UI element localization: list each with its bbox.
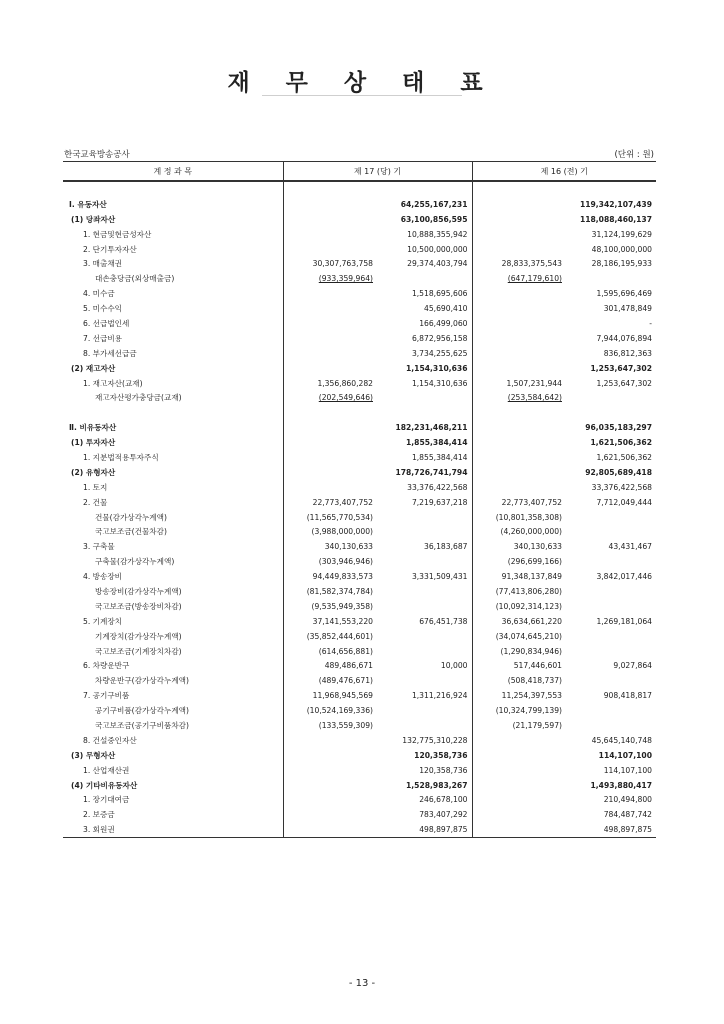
table-row [63, 465, 656, 480]
account-name: 7. 선급비용 [83, 333, 123, 343]
period16-amount [566, 510, 656, 525]
period16-amount: 1,621,506,362 [596, 452, 652, 462]
account-name: 3. 회원권 [63, 822, 283, 837]
spacer-cell [63, 405, 283, 420]
period16-amount: 33,376,422,568 [591, 482, 652, 492]
period16-detail: 36,634,661,220 [472, 614, 566, 629]
spacer-cell [566, 405, 656, 420]
period16-detail [472, 748, 566, 763]
period16-amount: 96,035,183,297 [585, 423, 652, 433]
period16-detail [472, 450, 566, 465]
table-row [63, 286, 656, 301]
account-name: (2) 재고자산 [71, 363, 116, 373]
account-name: 1. 산업재산권 [83, 765, 130, 775]
period17-amount [377, 673, 472, 688]
period17-detail: (9,535,949,358) [283, 599, 377, 614]
period17-amount [377, 629, 472, 644]
period17-amount: 10,000 [440, 661, 468, 671]
period16-amount [566, 629, 656, 644]
period16-amount [566, 703, 656, 718]
period16-amount: 114,107,100 [603, 765, 652, 775]
account-name: 1. 장기대여금 [83, 795, 130, 805]
title-underline [262, 95, 462, 96]
period16-amount: 1,253,647,302 [596, 378, 652, 388]
period17-detail: 94,449,833,573 [283, 569, 377, 584]
period16-amount [566, 599, 656, 614]
period16-detail [472, 316, 566, 331]
period16-detail [472, 242, 566, 257]
account-name: 구축물(감가상각누계액) [95, 557, 175, 567]
table-row [63, 181, 656, 197]
table-row [63, 703, 656, 718]
period16-amount: 43,431,467 [608, 542, 652, 552]
period16-detail: (647,179,610) [472, 271, 566, 286]
table-row [63, 539, 656, 554]
page-title: 재 무 상 태 표 [227, 70, 497, 96]
period17-detail [283, 242, 377, 257]
table-row [63, 659, 656, 674]
header-account: 계 정 과 목 [63, 162, 283, 182]
table-row [63, 688, 656, 703]
unit-label: (단위 : 원) [614, 150, 654, 160]
period17-detail: 340,130,633 [283, 539, 377, 554]
period16-detail [472, 301, 566, 316]
period17-detail [283, 435, 377, 450]
account-name: 1. 현금및현금성자산 [83, 229, 152, 239]
period17-detail: (10,524,169,336) [283, 703, 377, 718]
period17-amount: 498,897,875 [377, 822, 472, 837]
account-name: Ⅱ. 비유동자산 [69, 423, 117, 433]
account-name: 차량운반구(감가상각누계액) [95, 676, 189, 686]
period16-amount: 1,621,506,362 [590, 438, 652, 448]
period16-detail: 28,833,375,543 [472, 256, 566, 271]
account-name: 8. 건설중인자산 [83, 735, 137, 745]
table-row [63, 301, 656, 316]
period16-amount [566, 524, 656, 539]
account-name: 재고자산평가충당금(교재) [95, 393, 182, 403]
account-name: (3) 무형자산 [71, 750, 116, 760]
period16-detail: 340,130,633 [472, 539, 566, 554]
period17-detail [283, 450, 377, 465]
period16-amount: 31,124,199,629 [591, 229, 652, 239]
account-name: 국고보조금(공기구비품차감) [95, 721, 189, 730]
period16-amount: 28,186,195,933 [591, 259, 652, 269]
table-row [63, 256, 656, 271]
account-name: 3. 매출채권 [83, 259, 123, 269]
organization-name: 한국교육방송공사 [64, 150, 130, 160]
period16-detail [472, 361, 566, 376]
period17-detail [283, 316, 377, 331]
page-number: - 13 - [348, 978, 376, 989]
table-row [63, 376, 656, 391]
table-body [63, 181, 656, 838]
account-name: 공기구비품(감가상각누계액) [95, 706, 189, 716]
account-name: Ⅰ. 유동자산 [69, 199, 107, 209]
period17-amount: 7,219,637,218 [411, 497, 468, 507]
period17-detail [283, 807, 377, 822]
period17-amount: 1,154,310,636 [406, 363, 468, 373]
period17-amount [377, 718, 472, 733]
period16-detail [472, 763, 566, 778]
table-row [63, 763, 656, 778]
table-row [63, 435, 656, 450]
period16-detail: 1,507,231,944 [472, 376, 566, 391]
account-name: 1. 재고자산(교재) [83, 378, 143, 388]
account-name: 3. 구축물 [83, 542, 115, 552]
account-name: (1) 투자자산 [71, 438, 116, 448]
period16-detail [472, 733, 566, 748]
period17-detail [283, 331, 377, 346]
period17-detail: (3,988,000,000) [283, 524, 377, 539]
table-row [63, 271, 656, 286]
period17-amount: 36,183,687 [424, 542, 468, 552]
account-name: 7. 공기구비품 [83, 691, 130, 701]
period17-amount: 45,690,410 [424, 304, 468, 314]
period17-amount: 10,500,000,000 [407, 244, 468, 254]
table-row [63, 316, 656, 331]
period17-detail [283, 197, 377, 212]
period17-detail [283, 480, 377, 495]
period16-detail [472, 807, 566, 822]
account-name: 6. 선급법인세 [83, 318, 130, 328]
period17-amount [377, 703, 472, 718]
spacer-cell [472, 405, 566, 420]
table-row [63, 554, 656, 569]
period17-detail [283, 361, 377, 376]
period16-detail: (10,324,799,139) [472, 703, 566, 718]
period17-detail [283, 301, 377, 316]
period17-amount [377, 599, 472, 614]
period16-detail [472, 435, 566, 450]
period16-detail: (34,074,645,210) [472, 629, 566, 644]
account-name: 국고보조금(방송장비차감) [95, 601, 182, 611]
period17-amount: 178,726,741,794 [395, 467, 468, 477]
period17-detail: 11,968,945,569 [283, 688, 377, 703]
period17-detail: (11,565,770,534) [283, 510, 377, 525]
period17-detail: 37,141,553,220 [283, 614, 377, 629]
spacer-cell [472, 181, 566, 197]
period17-amount: 3,331,509,431 [411, 572, 468, 582]
period17-amount [377, 554, 472, 569]
period17-amount: 1,311,216,924 [411, 691, 468, 701]
period17-detail [283, 793, 377, 808]
period17-amount: 182,231,468,211 [395, 423, 468, 433]
period16-detail: (296,699,166) [472, 554, 566, 569]
period16-detail [472, 480, 566, 495]
table-row [63, 673, 656, 688]
period16-amount [566, 718, 656, 733]
period16-amount: 301,478,849 [603, 304, 652, 314]
account-name: 4. 미수금 [83, 289, 115, 299]
account-name: 방송장비(감가상각누계액) [95, 586, 182, 596]
period16-amount: 9,027,864 [613, 661, 652, 671]
header-period-17: 제 17 (당) 기 [283, 162, 472, 182]
period17-detail [283, 733, 377, 748]
period16-amount [566, 644, 656, 659]
period16-detail: 517,446,601 [472, 659, 566, 674]
period17-amount: 166,499,060 [419, 318, 468, 328]
period16-amount: 3,842,017,446 [596, 572, 652, 582]
period16-detail: 22,773,407,752 [472, 495, 566, 510]
period17-detail [283, 778, 377, 793]
period17-detail [283, 420, 377, 435]
period16-amount: 45,645,140,748 [591, 735, 652, 745]
period16-detail [472, 822, 566, 837]
period17-amount: 120,358,736 [419, 765, 468, 775]
spacer-cell [283, 181, 377, 197]
period16-detail: (508,418,737) [472, 673, 566, 688]
table-row [63, 614, 656, 629]
table-row [63, 242, 656, 257]
period16-amount: 114,107,100 [598, 750, 652, 760]
account-name: 국고보조금(기계장치차감) [95, 646, 182, 656]
period16-detail [472, 465, 566, 480]
period17-amount [377, 644, 472, 659]
period17-amount: 6,872,956,158 [411, 333, 468, 343]
period16-detail: (4,260,000,000) [472, 524, 566, 539]
period16-detail [472, 793, 566, 808]
account-name: 국고보조금(건물차감) [95, 527, 167, 537]
period16-detail: 91,348,137,849 [472, 569, 566, 584]
header-period-16: 제 16 (전) 기 [472, 162, 656, 182]
table-row [63, 599, 656, 614]
period16-detail [472, 420, 566, 435]
period17-detail [283, 212, 377, 227]
period17-amount: 132,775,310,228 [402, 735, 468, 745]
table-row [63, 524, 656, 539]
period17-detail [283, 286, 377, 301]
period17-amount [377, 584, 472, 599]
table-row [63, 405, 656, 420]
table-row [63, 361, 656, 376]
table-row [63, 212, 656, 227]
period16-amount: 7,712,049,444 [596, 497, 652, 507]
period17-detail: 22,773,407,752 [283, 495, 377, 510]
account-name: 1. 토지 [83, 482, 108, 492]
period16-amount: 1,493,880,417 [590, 780, 652, 790]
period17-amount: 1,855,384,414 [411, 452, 468, 462]
table-row [63, 197, 656, 212]
account-name: 5. 기계장치 [83, 616, 123, 626]
balance-sheet-table [63, 161, 656, 838]
table-row [63, 331, 656, 346]
period16-detail [472, 331, 566, 346]
table-row [63, 748, 656, 763]
period17-detail: 489,486,671 [283, 659, 377, 674]
period16-detail: (10,092,314,123) [472, 599, 566, 614]
period16-amount: - [649, 318, 652, 328]
table-row [63, 822, 656, 837]
period17-detail: (614,656,881) [283, 644, 377, 659]
table-row [63, 793, 656, 808]
period17-detail: (35,852,444,601) [283, 629, 377, 644]
period16-amount: 908,418,817 [603, 691, 652, 701]
period16-amount: 784,487,742 [603, 810, 652, 820]
account-name: 대손충당금(외상매출금) [95, 274, 175, 284]
account-name: 건물(감가상각누계액) [95, 512, 167, 522]
account-name: 2. 건물 [83, 497, 108, 507]
period16-detail: 11,254,397,553 [472, 688, 566, 703]
period16-amount: 7,944,076,894 [596, 333, 652, 343]
period16-amount [566, 554, 656, 569]
period17-detail: (933,359,964) [283, 271, 377, 286]
period16-detail [472, 197, 566, 212]
period16-amount: 118,088,460,137 [579, 214, 652, 224]
period16-amount: 498,897,875 [566, 822, 656, 837]
spacer-cell [63, 181, 283, 197]
period16-detail [472, 346, 566, 361]
period17-amount: 3,734,255,625 [411, 348, 468, 358]
period16-detail: (1,290,834,946) [472, 644, 566, 659]
account-name: 기계장치(감가상각누계액) [95, 631, 182, 641]
period17-detail: (133,559,309) [283, 718, 377, 733]
period16-detail [472, 212, 566, 227]
period17-detail [283, 822, 377, 837]
period16-amount [566, 673, 656, 688]
period16-amount: 836,812,363 [603, 348, 652, 358]
account-name: (4) 기타비유동자산 [71, 780, 138, 790]
table-row [63, 569, 656, 584]
period16-amount: 1,595,696,469 [596, 289, 652, 299]
period17-detail: 1,356,860,282 [283, 376, 377, 391]
period17-detail: (202,549,646) [283, 390, 377, 405]
table-row [63, 629, 656, 644]
account-name: 5. 미수수익 [83, 304, 123, 314]
period17-amount [377, 524, 472, 539]
period16-amount [566, 271, 656, 286]
account-name: 1. 지분법적용투자주식 [83, 452, 159, 462]
period17-amount: 246,678,100 [419, 795, 468, 805]
table-row [63, 450, 656, 465]
period16-detail: (253,584,642) [472, 390, 566, 405]
table-row [63, 584, 656, 599]
table-row [63, 420, 656, 435]
period16-amount: 1,253,647,302 [590, 363, 652, 373]
period17-amount: 33,376,422,568 [407, 482, 468, 492]
period17-detail: (303,946,946) [283, 554, 377, 569]
period17-amount: 676,451,738 [419, 616, 468, 626]
table-row [63, 644, 656, 659]
period16-amount: 210,494,800 [603, 795, 652, 805]
period16-amount: 92,805,689,418 [585, 467, 652, 477]
period16-detail [472, 227, 566, 242]
period16-detail [472, 286, 566, 301]
period17-amount: 1,528,983,267 [406, 780, 468, 790]
account-name: 8. 부가세선급금 [83, 348, 137, 358]
period16-amount: 48,100,000,000 [591, 244, 652, 254]
period16-detail: (21,179,597) [472, 718, 566, 733]
table-header-row [63, 162, 656, 182]
period17-detail [283, 748, 377, 763]
spacer-cell [283, 405, 377, 420]
period16-amount [566, 584, 656, 599]
account-name: (1) 당좌자산 [71, 214, 116, 224]
period17-amount: 10,888,355,942 [407, 229, 468, 239]
period17-amount: 1,518,695,606 [411, 289, 468, 299]
table-row [63, 807, 656, 822]
account-name: (2) 유형자산 [71, 467, 116, 477]
table-row [63, 495, 656, 510]
table-row [63, 480, 656, 495]
table-row [63, 390, 656, 405]
period17-amount: 64,255,167,231 [400, 199, 468, 209]
period17-amount: 783,407,292 [419, 810, 468, 820]
account-name: 4. 방송장비 [83, 572, 123, 582]
period17-detail: (489,476,671) [283, 673, 377, 688]
table-row [63, 510, 656, 525]
period17-amount: 29,374,403,794 [407, 259, 468, 269]
spacer-cell [377, 181, 472, 197]
period17-detail: (81,582,374,784) [283, 584, 377, 599]
period17-amount [377, 390, 472, 405]
period16-amount [566, 390, 656, 405]
spacer-cell [566, 181, 656, 197]
account-name: 2. 보증금 [83, 810, 115, 820]
account-name: 6. 차량운반구 [83, 661, 130, 671]
period17-amount [377, 510, 472, 525]
table-row [63, 778, 656, 793]
table-row [63, 227, 656, 242]
period17-amount: 1,154,310,636 [411, 378, 468, 388]
period16-detail: (10,801,358,308) [472, 510, 566, 525]
spacer-cell [377, 405, 472, 420]
table-row [63, 346, 656, 361]
period17-detail [283, 465, 377, 480]
period17-detail: 30,307,763,758 [283, 256, 377, 271]
period17-amount: 63,100,856,595 [400, 214, 468, 224]
period17-amount [377, 271, 472, 286]
table-row [63, 718, 656, 733]
period17-amount: 120,358,736 [414, 750, 468, 760]
period16-detail: (77,413,806,280) [472, 584, 566, 599]
account-name: 2. 단기투자자산 [83, 244, 137, 254]
period16-amount: 1,269,181,064 [596, 616, 652, 626]
period17-amount: 1,855,384,414 [406, 438, 468, 448]
period16-detail [472, 778, 566, 793]
period17-detail [283, 763, 377, 778]
period16-amount: 119,342,107,439 [579, 199, 652, 209]
period17-detail [283, 227, 377, 242]
period17-detail [283, 346, 377, 361]
table-row [63, 733, 656, 748]
